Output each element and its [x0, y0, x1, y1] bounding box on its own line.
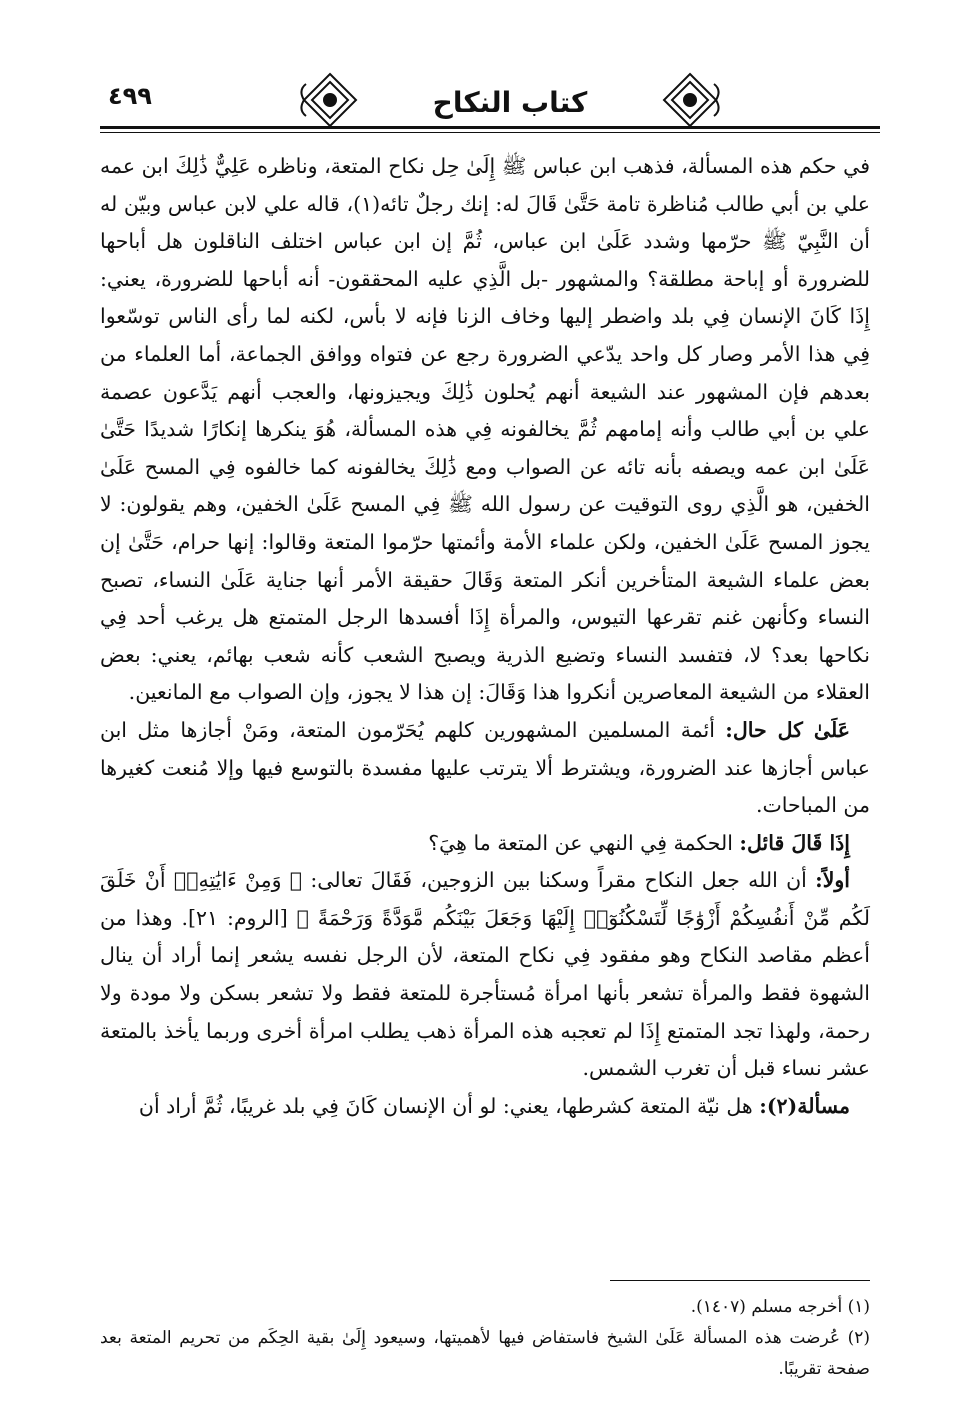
main-text [100, 148, 870, 1125]
header-rule-thin [100, 132, 880, 133]
paragraph-4 [100, 862, 870, 1088]
paragraph-4-text: أن الله جعل النكاح مقراً وسكنا بين الزوجين، فَقَالَ تعالى: ﴿ وَمِنْ ءَايَٰتِهِۦٓ أَنْ خَلَقَ لَكُم مِّنْ أَنفُسِكُمْ أَزْوَٰجًا لِّتَسْكُنُوٓا۟ إِلَيْهَا وَجَعَلَ بَيْنَكُم مَّوَدَّةً وَرَحْمَةً ﴾ [الروم: ٢١]. وهذا من أعظم مقاصد النكاح وهو مفقود فِي نكاح المتعة، لأن الرجل نفسه يشعر إنما أراد أن ينال الشهوة فقط والمرأة تشعر بأنها امرأة مُستأجرة للمتعة فقط ولا تشعر بسكن ولا مودة ولا رحمة، ولهذا تجد المتمتع إِذَا لم تعجبه هذه المرأة ذهب يطلب امرأة أخرى وربما يأخذ بالمتعة عشر نساء قبل أن تغرب الشمس. [100, 868, 870, 1081]
ornament-left-icon [300, 70, 360, 130]
page-number: ٤٩٩ [108, 82, 152, 110]
paragraph-5-text: هل نيّة المتعة كشرطها، يعني: لو أن الإنسان كَانَ فِي بلد غريبًا، ثُمَّ أراد أن [138, 1093, 760, 1118]
page-header [100, 70, 880, 140]
paragraph-3-text: الحكمة فِي النهي عن المتعة ما هِيَ؟ [428, 830, 740, 855]
paragraph-4-lead: أولاً: [815, 868, 850, 893]
footnotes [100, 1292, 870, 1385]
footnote-2: (٢) عُرضت هذه المسألة عَلَىٰ الشيخ فاستفاض فيها لأهميتها، وسيعود إِلَىٰ بقية الحِكَم من تحريم المتعة بعد صفحة تقريبًا. [100, 1328, 870, 1379]
paragraph-2-text: أئمة المسلمين المشهورين كلهم يُحَرّمون المتعة، ومَنْ أجازها مثل ابن عباس أجازها عند الضرورة، ويشترط ألا يترتب عليها مفسدة بالتوسع فيها وإلا مُنعت كغيرها من المباحات. [100, 717, 870, 818]
header-rule [100, 126, 880, 129]
paragraph-2-lead: عَلَىٰ كل حال: [725, 717, 850, 742]
paragraph-3 [100, 825, 870, 863]
paragraph-2 [100, 712, 870, 825]
book-title: كتاب النكاح [432, 86, 588, 119]
paragraph-5 [100, 1088, 870, 1126]
paragraph-1: في حكم هذه المسألة، فذهب ابن عباس ﷺ إِلَىٰ حِل نكاح المتعة، وناظره عَلِيٌّ ذَٰلِكَ ابن عمه علي بن أبي طالب مُناظرة تامة حَتَّىٰ قَالَ له: إنك رجلٌ تائه(١)، قاله علي لابن عباس وبيّن له أن النَّبِيّ ﷺ حرّمها وشدد عَلَىٰ ابن عباس، ثُمَّ إن ابن عباس اختلف الناقلون هل أباحها للضرورة أو إباحة مطلقة؟ والمشهور -بل الَّذِي عليه المحققون- أنه أباحها للضرورة، يعني: إِذَا كَانَ الإنسان فِي بلد واضطر إليها وخاف الزنا فإنه لا بأس، لكنه لما رأى الناس توسّعوا فِي هذا الأمر وصار كل واحد يدّعي الضرورة رجع عن فتواه ووافق الجماعة، أما العلماء من بعدهم فإن المشهور عند الشيعة أنهم يُحلون ذَٰلِكَ ويجيزونها، والعجب أنهم يَدَّعون عصمة علي بن أبي طالب وأنه إمامهم ثُمَّ يخالفونه فِي هذه المسألة، هُوَ ينكرها إنكارًا شديدًا حَتَّىٰ عَلَىٰ ابن عمه ويصفه بأنه تائه عن الصواب ومع ذَٰلِكَ يخالفونه كما خالفوه فِي المسح عَلَىٰ الخفين، هو الَّذِي روى التوقيت عن رسول الله ﷺ فِي المسح عَلَىٰ الخفين، وهم يقولون: لا يجوز المسح عَلَىٰ الخفين، ولكن علماء الأمة وأئمتها حرّموا المتعة وقالوا: إنها حرام، حَتَّىٰ إن بعض علماء الشيعة المتأخرين أنكر المتعة وَقَالَ حقيقة الأمر أنها جناية عَلَىٰ النساء، تصبح النساء وكأنهن غنم تقرعها التيوس، والمرأة إِذَا أفسدها الرجل المتمتع هل يرغب أحد فِي نكاحها بعد؟ لا، فتفسد النساء وتضيع الذرية ويصبح الشعب كأنه شعب بهائم، يعني: بعض العقلاء من الشيعة المعاصرين أنكروا هذا وَقَالَ: إن هذا لا يجوز، وإن الصواب مع المانعين. [100, 154, 870, 705]
ornament-right-icon [660, 70, 720, 130]
paragraph-5-lead: مسألة(٢): [759, 1093, 850, 1118]
footnote-1: (١) أخرجه مسلم (١٤٠٧). [690, 1297, 870, 1317]
paragraph-3-lead: إِذَا قَالَ قائل: [739, 830, 850, 855]
footnote-rule [610, 1280, 870, 1281]
